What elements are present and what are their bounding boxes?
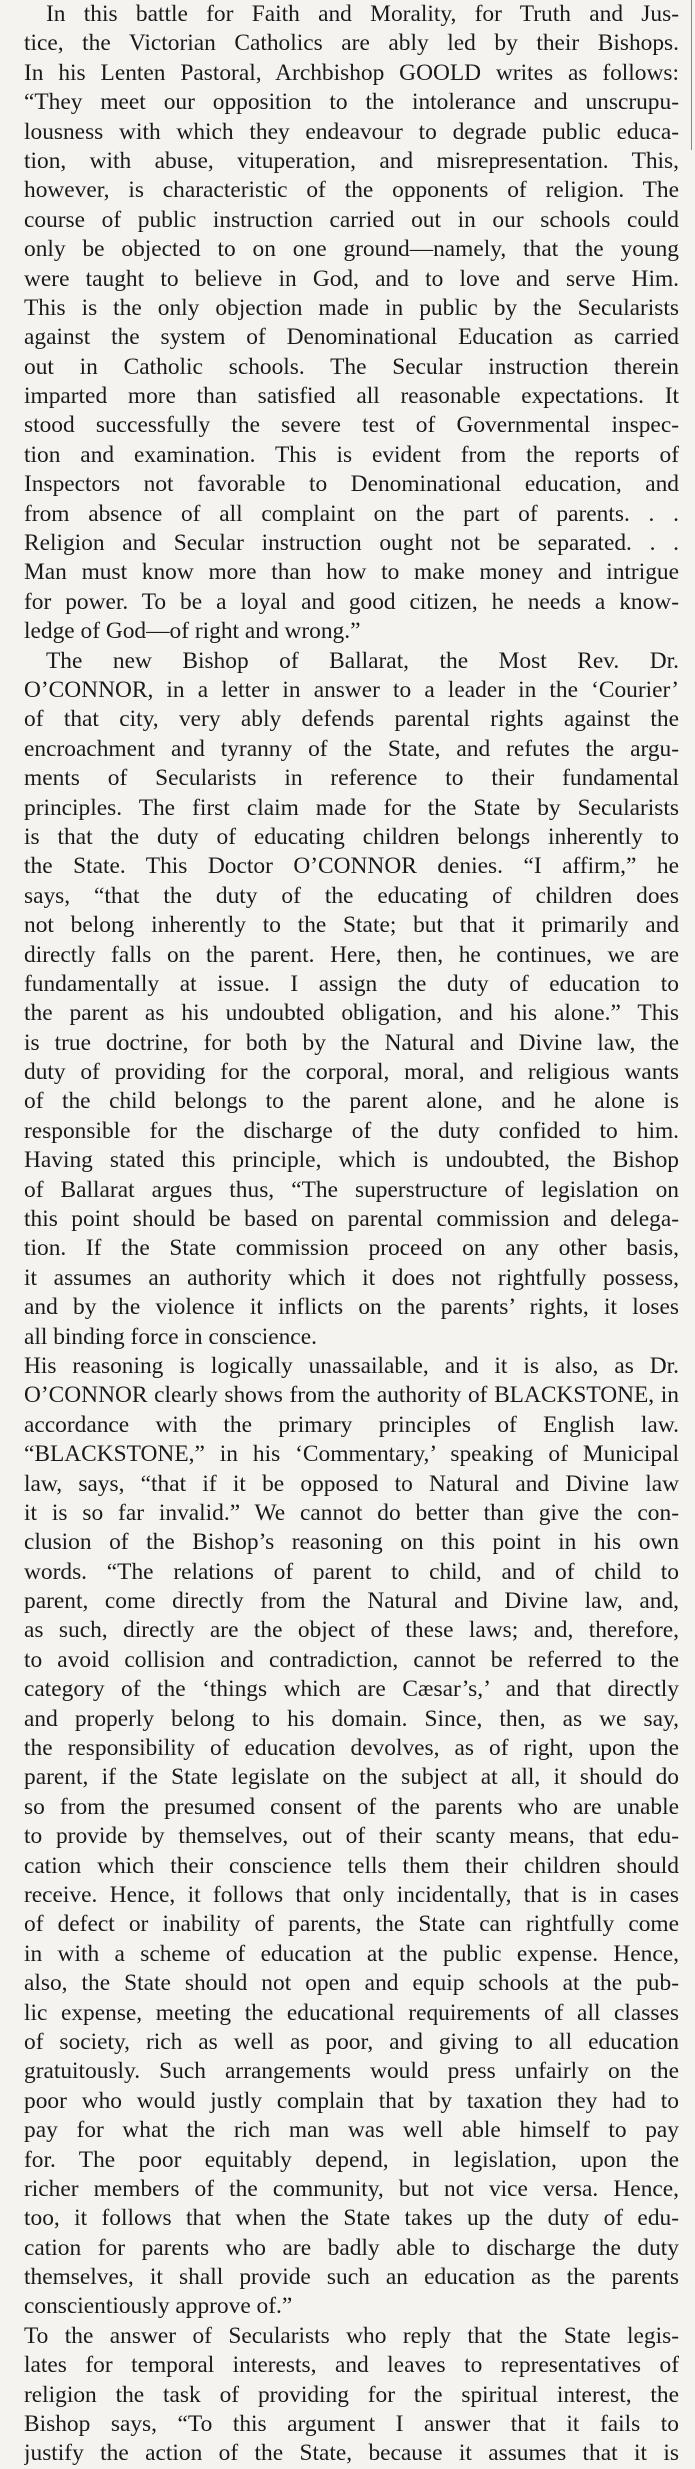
text-line: parent, if the State legislate on the subject at all, it should do <box>24 1764 679 1791</box>
text-line: of that city, very ably defends parental rights against the <box>24 706 679 733</box>
text-line: parent, come directly from the Natural and Divine law, and, <box>24 1588 679 1615</box>
text-line: is that the duty of educating children belongs inherently to <box>24 823 679 850</box>
text-line: cation which their conscience tells them their children should <box>24 1852 679 1879</box>
text-line: His reasoning is logically unassailable, and it is also, as Dr. <box>24 1352 679 1379</box>
text-line: directly falls on the parent. Here, then, he continues, we are <box>24 941 679 968</box>
text-line: the State. This Doctor O’CONNOR denies. “I affirm,” he <box>24 853 679 880</box>
text-line: not belong inherently to the State; but that it primarily and <box>24 912 679 939</box>
text-line: all binding force in conscience. <box>24 1323 317 1350</box>
text-line: it is so far invalid.” We cannot do better than give the con- <box>24 1499 679 1526</box>
text-line: says, “that the duty of the educating of children does <box>24 882 679 909</box>
text-line: In his Lenten Pastoral, Archbishop GOOLD writes as follows: <box>24 59 679 86</box>
text-line: and properly belong to his domain. Since, then, as we say, <box>24 1705 679 1732</box>
text-line: gratuitously. Such arrangements would press unfairly on the <box>24 2058 679 2085</box>
text-line: clusion of the Bishop’s reasoning on this point in his own <box>24 1529 679 1556</box>
text-line: the parent as his undoubted obligation, and his alone.” This <box>24 1000 679 1027</box>
text-line: so from the presumed consent of the parents who are unable <box>24 1793 679 1820</box>
text-line: richer members of the community, but not vice versa. Hence, <box>24 2175 679 2202</box>
text-line: lic expense, meeting the educational requirements of all classes <box>24 1999 679 2026</box>
text-line: justify the action of the State, because it assumes that it is <box>24 2440 679 2467</box>
text-line: from absence of all complaint on the part of parents. . . <box>24 500 679 527</box>
text-line: principles. The first claim made for the State by Secularists <box>24 794 679 821</box>
text-line: receive. Hence, it follows that only incidentally, that is in cases <box>24 1882 679 1908</box>
text-line: ments of Secularists in reference to their fundamental <box>24 765 679 792</box>
text-line: of Ballarat argues thus, “The superstructure of legislation on <box>24 1176 679 1203</box>
paragraph <box>24 2322 679 2469</box>
text-line: too, it follows that when the State takes up the duty of edu- <box>24 2205 679 2232</box>
text-line: This is the only objection made in public by the Secularists <box>24 294 679 321</box>
text-line: accordance with the primary principles of English law. <box>24 1411 679 1438</box>
text-line: ledge of God—of right and wrong.” <box>24 618 361 645</box>
text-line: of the child belongs to the parent alone, and he alone is <box>24 1088 679 1115</box>
text-line: law, says, “that if it be opposed to Natural and Divine law <box>24 1470 679 1497</box>
text-line: O’CONNOR, in a letter in answer to a leader in the ‘Courier’ <box>24 676 679 703</box>
text-line: for power. To be a loyal and good citizen, he needs a know- <box>24 588 679 615</box>
text-line: words. “The relations of parent to child, and of child to <box>24 1558 679 1585</box>
text-line: In this battle for Faith and Morality, for Truth and Jus- <box>46 1 679 27</box>
text-line: category of the ‘things which are Cæsar’s,’ and that directly <box>24 1676 679 1703</box>
text-line: religion the task of providing for the spiritual interest, the <box>24 2381 679 2408</box>
text-line: imparted more than satisfied all reasonable expectations. It <box>24 383 679 410</box>
text-line: against the system of Denominational Education as carried <box>24 324 679 351</box>
paragraph <box>24 0 679 647</box>
text-line: Inspectors not favorable to Denominational education, and <box>24 471 679 498</box>
text-line: stood successfully the severe test of Governmental inspec- <box>24 412 679 439</box>
text-line: it assumes an authority which it does not rightfully possess, <box>24 1264 679 1291</box>
text-line: of society, rich as well as poor, and giving to all education <box>24 2028 679 2055</box>
text-line: this point should be based on parental commission and delega- <box>24 1206 679 1233</box>
text-line: tion. If the State commission proceed on any other basis, <box>24 1235 679 1262</box>
text-line: pay for what the rich man was well able himself to pay <box>24 2117 679 2144</box>
text-line: Man must know more than how to make money and intrigue <box>24 559 679 586</box>
text-line: “BLACKSTONE,” in his ‘Commentary,’ speaking of Municipal <box>24 1441 679 1468</box>
text-line: O’CONNOR clearly shows from the authority of BLACKSTONE, in <box>24 1382 679 1409</box>
text-line: and by the violence it inflicts on the parents’ rights, it loses <box>24 1294 679 1321</box>
paragraph <box>24 647 679 1352</box>
text-line: poor who would justly complain that by taxation they had to <box>24 2087 679 2114</box>
text-line: tion, with abuse, vituperation, and misrepresentation. This, <box>24 147 679 174</box>
text-line: were taught to believe in God, and to love and serve Him. <box>24 265 679 292</box>
text-line: lates for temporal interests, and leaves to representatives of <box>24 2352 679 2379</box>
text-line: only be objected to on one ground—namely, that the young <box>24 236 679 263</box>
text-line: the responsibility of education devolves, as of right, upon the <box>24 1735 679 1762</box>
text-line: cation for parents who are badly able to discharge the duty <box>24 2234 679 2261</box>
text-line: to provide by themselves, out of their scanty means, that edu- <box>24 1823 679 1850</box>
text-line: as such, directly are the object of these laws; and, therefore, <box>24 1617 679 1644</box>
text-line: to avoid collision and contradiction, cannot be referred to the <box>24 1646 679 1673</box>
text-line: Having stated this principle, which is undoubted, the Bishop <box>24 1147 679 1174</box>
text-line: responsible for the discharge of the duty confided to him. <box>24 1117 679 1144</box>
paragraph <box>24 1352 679 2322</box>
text-line: duty of providing for the corporal, moral, and religious wants <box>24 1059 679 1086</box>
text-line: “They meet our opposition to the intolerance and unscrupu- <box>24 89 679 116</box>
text-line: Bishop says, “To this argument I answer that it fails to <box>24 2411 679 2438</box>
text-line: for. The poor equitably depend, in legislation, upon the <box>24 2146 679 2173</box>
text-line: To the answer of Secularists who reply that the State legis- <box>24 2322 679 2349</box>
column-rule <box>691 0 692 150</box>
text-line: Religion and Secular instruction ought not be separated. . . <box>24 530 679 557</box>
text-line: themselves, it shall provide such an education as the parents <box>24 2264 679 2291</box>
text-line: course of public instruction carried out in our schools could <box>24 206 679 233</box>
text-line: however, is characteristic of the opponents of religion. The <box>24 177 679 204</box>
text-line: tion and examination. This is evident from the reports of <box>24 441 679 468</box>
text-line: also, the State should not open and equip schools at the pub- <box>24 1970 679 1997</box>
text-line: in with a scheme of education at the public expense. Hence, <box>24 1940 679 1967</box>
text-line: conscientiously approve of.” <box>24 2293 293 2320</box>
text-line: lousness with which they endeavour to degrade public educa- <box>24 118 679 145</box>
text-line: encroachment and tyranny of the State, and refutes the argu- <box>24 735 679 762</box>
text-line: The new Bishop of Ballarat, the Most Rev. Dr. <box>46 647 679 674</box>
text-line: is true doctrine, for both by the Natural and Divine law, the <box>24 1029 679 1056</box>
article-body <box>24 0 679 2469</box>
text-line: out in Catholic schools. The Secular instruction therein <box>24 353 679 380</box>
text-line: fundamentally at issue. I assign the duty of education to <box>24 970 679 997</box>
text-line: tice, the Victorian Catholics are ably led by their Bishops. <box>24 30 679 57</box>
text-line: of defect or inability of parents, the State can rightfully come <box>24 1911 679 1938</box>
